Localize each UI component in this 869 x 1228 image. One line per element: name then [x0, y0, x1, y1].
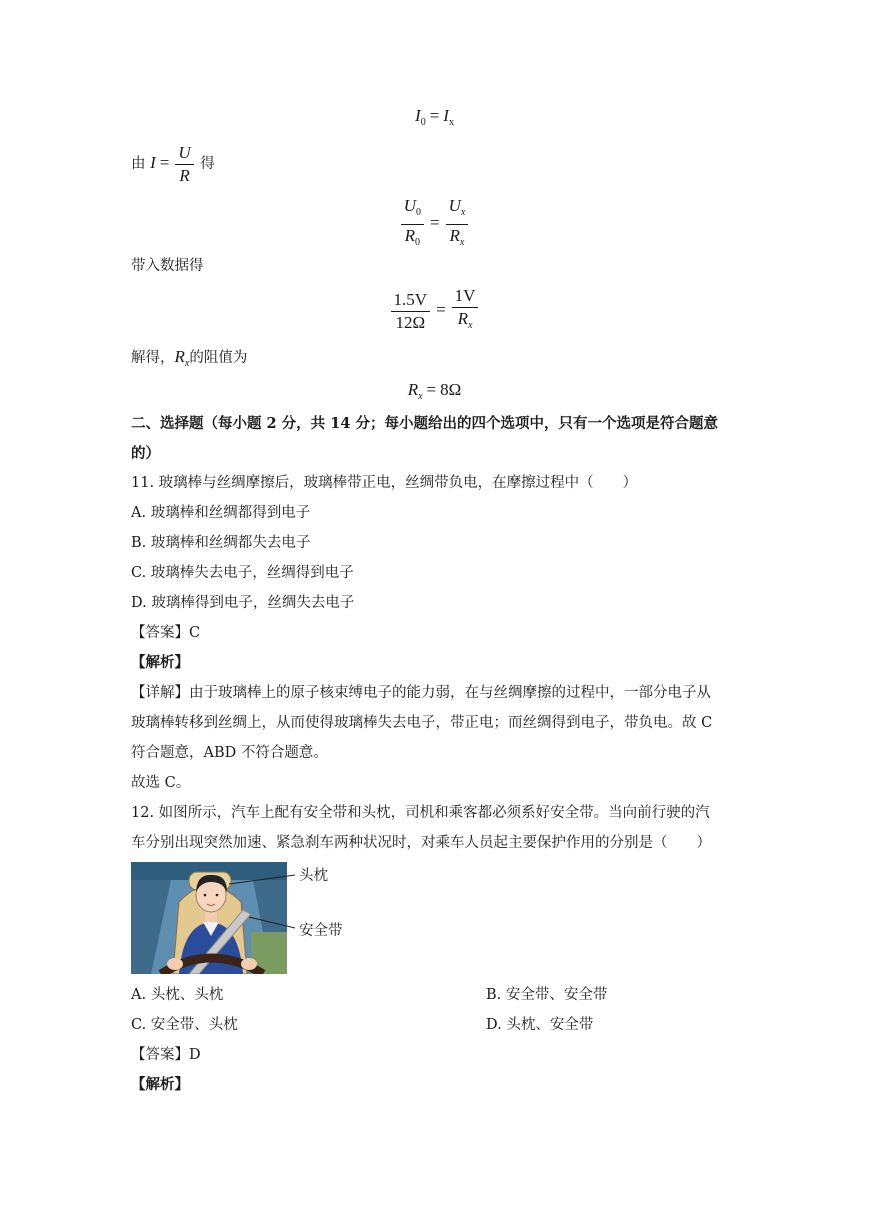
left-hand [167, 958, 183, 970]
right-eye [216, 894, 219, 897]
section-heading-line2: 的） [131, 445, 160, 462]
formula-current-equal: $I_0 = I_x$ [415, 106, 454, 128]
question-12-line2: 车分别出现突然加速、紧急刹车两种状况时，对乘车人员起主要保护作用的分别是（ ） [131, 835, 711, 851]
solve-line: 解得，$R_x$的阻值为 [131, 347, 248, 369]
question-11: 11. 玻璃棒与丝绸摩擦后，玻璃棒带正电，丝绸带负电，在摩擦过程中（ ） [131, 475, 638, 491]
section-heading-line1: 二、选择题（每小题 2 分，共 14 分；每小题给出的四个选项中，只有一个选项是符合题意 [131, 415, 718, 432]
q12-option-b: B. 安全带、安全带 [486, 987, 608, 1003]
right-hand [241, 958, 257, 970]
q12-option-a: A. 头枕、头枕 [131, 987, 224, 1003]
q11-answer: 【答案】C [131, 625, 201, 641]
driver-illustration [131, 862, 346, 974]
q11-option-d: D. 玻璃棒得到电子，丝绸失去电子 [131, 595, 355, 611]
q11-analysis-label: 【解析】 [131, 654, 189, 671]
q11-detail-line2: 玻璃棒转移到丝绸上，从而使得玻璃棒失去电子，带正电；而丝绸得到电子，带负电。故 C [131, 715, 713, 731]
formula-substituted: $\frac{1.5V}{12\Omega}$ = $\frac{1V}{R_x}$ [0, 286, 869, 336]
headrest-label: 头枕 [299, 868, 328, 884]
q12-option-c: C. 安全带、头枕 [131, 1017, 238, 1033]
q11-detail-line3: 符合题意，ABD 不符合题意。 [131, 745, 328, 761]
q12-option-d: D. 头枕、安全带 [486, 1017, 594, 1033]
q11-option-a: A. 玻璃棒和丝绸都得到电子 [131, 505, 311, 521]
seatbelt-label: 安全带 [299, 923, 343, 939]
question-12-line1: 12. 如图所示，汽车上配有安全带和头枕，司机和乘客都必须系好安全带。当向前行驶的汽 [131, 805, 710, 821]
formula-ratio: $\frac{U_0}{R_0}$ = $\frac{U_x}{R_x}$ [0, 196, 869, 253]
formula-result: $R_x = 8\Omega$ [407, 380, 462, 402]
q11-conclusion: 故选 C。 [131, 775, 191, 791]
q11-option-c: C. 玻璃棒失去电子，丝绸得到电子 [131, 565, 354, 581]
left-eye [204, 894, 207, 897]
ohms-law-line: 由 I = $\frac{U}{R}$ 得 [131, 142, 215, 185]
q11-option-b: B. 玻璃棒和丝绸都失去电子 [131, 535, 311, 551]
q12-answer: 【答案】D [131, 1047, 201, 1063]
q11-detail-line1: 【详解】由于玻璃棒上的原子核束缚电子的能力弱，在与丝绸摩擦的过程中，一部分电子从 [131, 685, 711, 701]
q12-analysis-label: 【解析】 [131, 1076, 189, 1093]
substitute-text: 带入数据得 [131, 258, 204, 274]
